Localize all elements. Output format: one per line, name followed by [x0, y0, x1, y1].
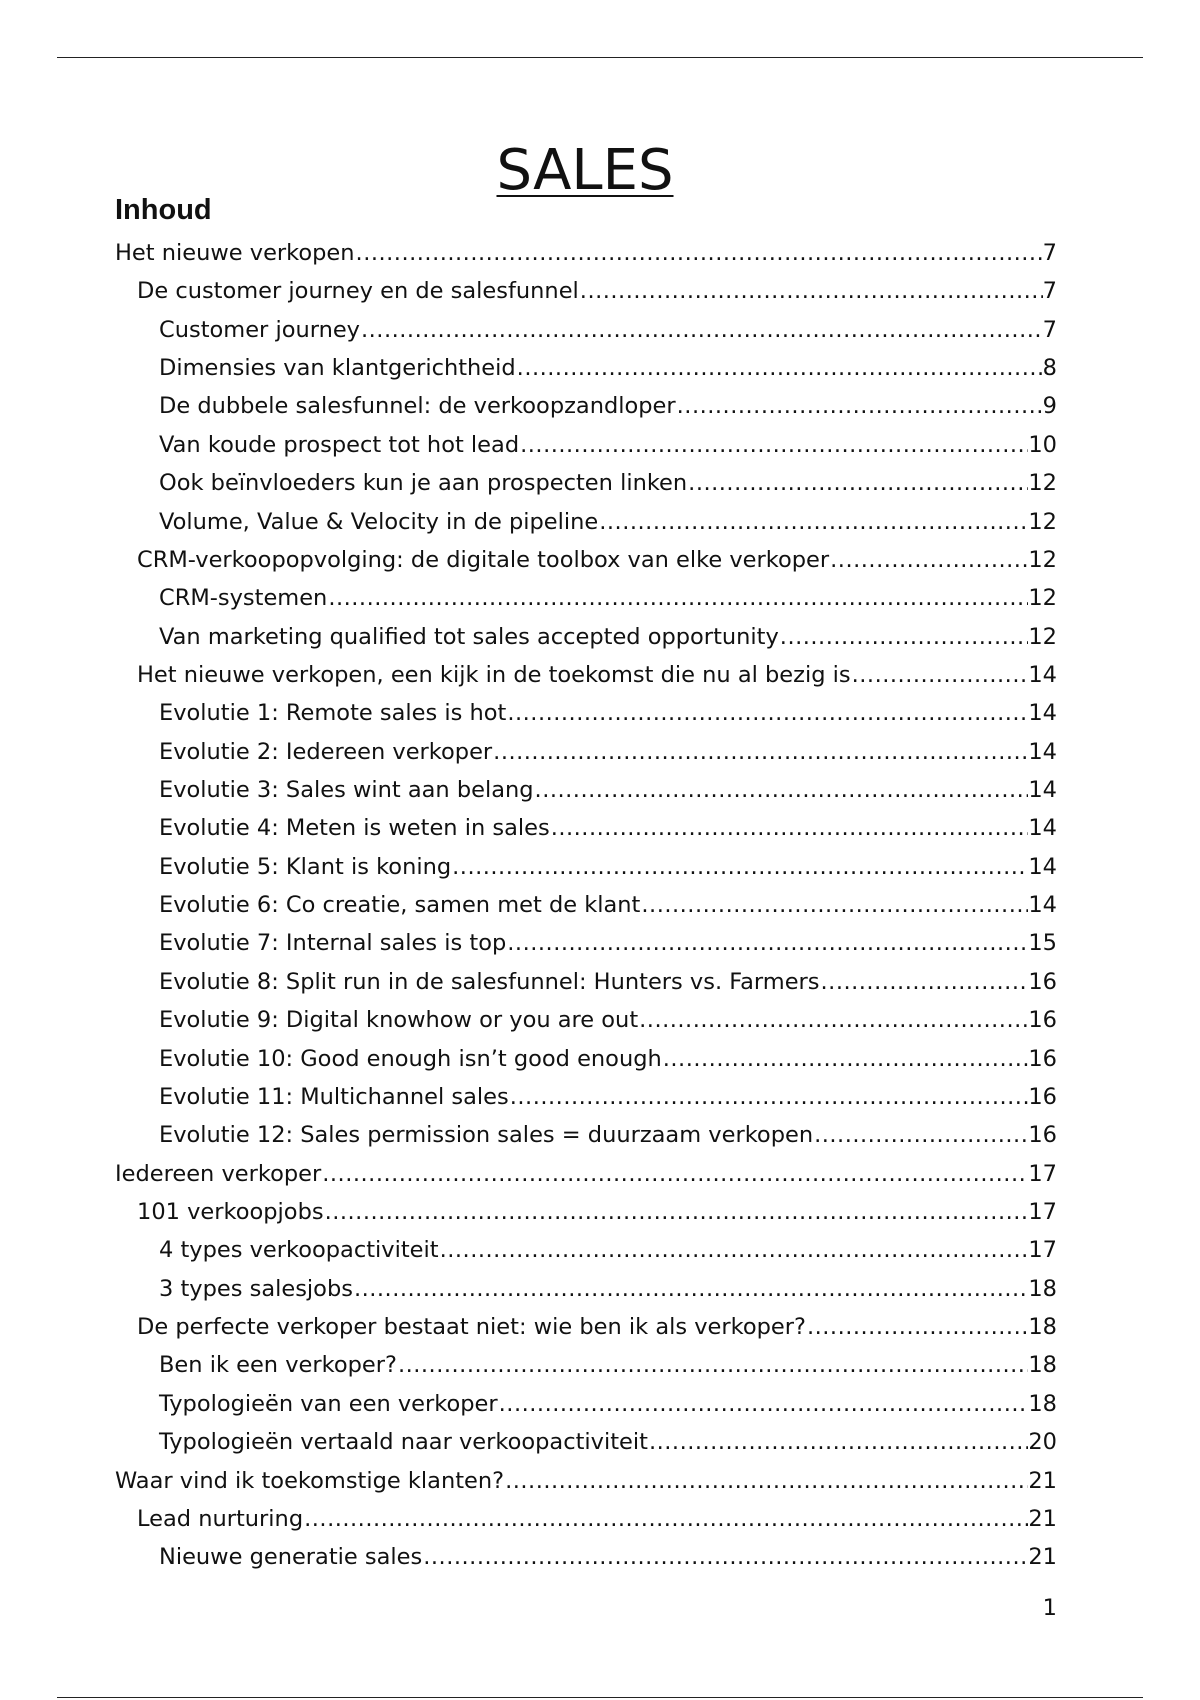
- toc-dot-leader: [510, 1078, 1029, 1116]
- toc-entry-page: 21: [1028, 1467, 1057, 1494]
- toc-entry-title: Evolutie 2: Iedereen verkoper: [159, 738, 493, 765]
- toc-entry-page: 15: [1028, 930, 1057, 957]
- toc-entry-page: 17: [1028, 1160, 1057, 1187]
- toc-entry-title: Van marketing qualified tot sales accepted opportunity: [159, 623, 779, 650]
- toc-entry[interactable]: [115, 1423, 1057, 1461]
- toc-entry-page: 7: [1042, 240, 1057, 266]
- toc-entry-title: De customer journey en de salesfunnel: [137, 278, 579, 305]
- toc-entry-title: Evolutie 9: Digital knowhow or you are out: [159, 1007, 639, 1034]
- toc-entry-page: 8: [1042, 355, 1057, 382]
- toc-entry-page: 12: [1028, 585, 1057, 612]
- toc-entry[interactable]: [115, 426, 1057, 464]
- toc-entry[interactable]: [115, 809, 1057, 847]
- toc-entry-title: Van koude prospect tot hot lead: [159, 431, 520, 458]
- toc-entry-title: Evolutie 5: Klant is koning: [159, 853, 452, 880]
- toc-entry-title: Het nieuwe verkopen: [115, 240, 355, 266]
- toc-entry-title: Customer journey: [159, 316, 360, 343]
- toc-entry-page: 14: [1028, 815, 1057, 842]
- toc-entry[interactable]: [115, 272, 1057, 310]
- table-of-contents: [115, 234, 1057, 1577]
- toc-dot-leader: [440, 1231, 1029, 1269]
- toc-entry-page: 16: [1028, 1007, 1057, 1034]
- toc-entry-title: 3 types salesjobs: [159, 1275, 353, 1302]
- toc-dot-leader: [535, 771, 1029, 809]
- toc-entry[interactable]: [115, 963, 1057, 1001]
- toc-entry-page: 16: [1028, 1122, 1057, 1149]
- toc-entry[interactable]: [115, 656, 1057, 694]
- toc-entry[interactable]: [115, 464, 1057, 502]
- toc-entry[interactable]: [115, 503, 1057, 541]
- toc-entry[interactable]: [115, 1001, 1057, 1039]
- toc-entry[interactable]: [115, 694, 1057, 732]
- toc-entry-title: Volume, Value & Velocity in de pipeline: [159, 508, 599, 535]
- toc-entry-title: Evolutie 1: Remote sales is hot: [159, 700, 507, 727]
- toc-dot-leader: [599, 503, 1028, 541]
- toc-entry[interactable]: [115, 848, 1057, 886]
- toc-entry-title: Iedereen verkoper: [115, 1160, 322, 1187]
- toc-dot-leader: [423, 1538, 1028, 1576]
- toc-entry-page: 18: [1028, 1314, 1057, 1341]
- toc-entry-title: Dimensies van klantgerichtheid: [159, 355, 516, 382]
- toc-entry[interactable]: [115, 886, 1057, 924]
- toc-entry[interactable]: [115, 924, 1057, 962]
- toc-entry-page: 14: [1028, 738, 1057, 765]
- toc-entry[interactable]: [115, 1193, 1057, 1231]
- toc-entry-title: Lead nurturing: [137, 1505, 304, 1532]
- toc-entry[interactable]: [115, 349, 1057, 387]
- toc-dot-leader: [505, 1462, 1028, 1500]
- toc-dot-leader: [507, 694, 1028, 732]
- toc-entry[interactable]: [115, 733, 1057, 771]
- toc-entry-page: 16: [1028, 968, 1057, 995]
- toc-entry-page: 18: [1028, 1352, 1057, 1379]
- toc-entry-title: Ben ik een verkoper?: [159, 1352, 397, 1379]
- toc-entry-page: 14: [1028, 777, 1057, 804]
- toc-dot-leader: [517, 349, 1043, 387]
- toc-entry-page: 7: [1042, 278, 1057, 305]
- toc-entry-page: 16: [1028, 1045, 1057, 1072]
- document-title: SALES: [496, 137, 674, 203]
- toc-entry-page: 9: [1042, 393, 1057, 420]
- toc-dot-leader: [507, 924, 1028, 962]
- toc-entry-page: 12: [1028, 508, 1057, 535]
- toc-entry[interactable]: [115, 1078, 1057, 1116]
- toc-entry-page: 10: [1028, 431, 1057, 458]
- toc-entry-title: CRM-verkoopopvolging: de digitale toolbox van elke verkoper: [137, 546, 830, 573]
- toc-dot-leader: [580, 272, 1043, 310]
- toc-heading: Inhoud: [115, 194, 212, 226]
- toc-dot-leader: [551, 809, 1029, 847]
- toc-entry-title: Evolutie 11: Multichannel sales: [159, 1083, 509, 1110]
- toc-dot-leader: [499, 1385, 1029, 1423]
- toc-entry[interactable]: [115, 1538, 1057, 1576]
- toc-entry-title: Evolutie 10: Good enough isn’t good enough: [159, 1045, 662, 1072]
- toc-entry-page: 14: [1028, 892, 1057, 919]
- toc-dot-leader: [821, 963, 1029, 1001]
- footer-rule: [57, 1697, 1143, 1698]
- toc-entry-page: 17: [1028, 1198, 1057, 1225]
- toc-entry-title: Het nieuwe verkopen, een kijk in de toekomst die nu al bezig is: [137, 661, 851, 688]
- toc-entry[interactable]: [115, 541, 1057, 579]
- toc-dot-leader: [663, 1040, 1029, 1078]
- toc-entry[interactable]: [115, 1040, 1057, 1078]
- toc-dot-leader: [361, 311, 1043, 349]
- toc-entry-page: 17: [1028, 1237, 1057, 1264]
- toc-entry-page: 20: [1028, 1429, 1057, 1456]
- toc-entry-page: 16: [1028, 1083, 1057, 1110]
- toc-entry[interactable]: [115, 771, 1057, 809]
- toc-entry-title: Evolutie 6: Co creatie, samen met de klant: [159, 892, 641, 919]
- toc-entry-title: De perfecte verkoper bestaat niet: wie ben ik als verkoper?: [137, 1314, 806, 1341]
- toc-dot-leader: [354, 1270, 1028, 1308]
- toc-entry-page: 7: [1042, 316, 1057, 343]
- toc-entry-title: Ook beïnvloeders kun je aan prospecten linken: [159, 470, 688, 497]
- toc-dot-leader: [688, 464, 1028, 502]
- toc-entry[interactable]: [115, 1462, 1057, 1500]
- toc-entry-title: Evolutie 12: Sales permission sales = duurzaam verkopen: [159, 1122, 814, 1149]
- toc-entry-title: Evolutie 4: Meten is weten in sales: [159, 815, 550, 842]
- toc-entry[interactable]: [115, 1346, 1057, 1384]
- toc-entry-title: Typologieën van een verkoper: [159, 1390, 498, 1417]
- toc-dot-leader: [641, 886, 1028, 924]
- toc-entry[interactable]: [115, 1385, 1057, 1423]
- toc-entry[interactable]: [115, 1155, 1057, 1193]
- toc-dot-leader: [452, 848, 1028, 886]
- toc-entry[interactable]: [115, 618, 1057, 656]
- toc-entry[interactable]: [115, 311, 1057, 349]
- toc-entry-title: Typologieën vertaald naar verkoopactiviteit: [159, 1429, 648, 1456]
- toc-entry-page: 21: [1028, 1505, 1057, 1532]
- toc-dot-leader: [677, 387, 1043, 425]
- toc-dot-leader: [807, 1308, 1028, 1346]
- toc-entry-page: 14: [1028, 853, 1057, 880]
- toc-entry-title: CRM-systemen: [159, 585, 328, 612]
- toc-entry[interactable]: [115, 1500, 1057, 1538]
- toc-dot-leader: [780, 618, 1029, 656]
- toc-entry-title: Evolutie 3: Sales wint aan belang: [159, 777, 534, 804]
- toc-entry-page: 12: [1028, 623, 1057, 650]
- toc-entry-title: Waar vind ik toekomstige klanten?: [115, 1467, 505, 1494]
- toc-dot-leader: [639, 1001, 1028, 1039]
- header-rule: [57, 57, 1143, 58]
- toc-dot-leader: [493, 733, 1028, 771]
- toc-entry-page: 21: [1028, 1544, 1057, 1571]
- toc-entry[interactable]: [115, 579, 1057, 617]
- toc-entry[interactable]: [115, 1116, 1057, 1154]
- toc-dot-leader: [322, 1155, 1028, 1193]
- toc-dot-leader: [520, 426, 1028, 464]
- toc-dot-leader: [830, 541, 1028, 579]
- toc-dot-leader: [814, 1116, 1028, 1154]
- toc-entry-page: 18: [1028, 1275, 1057, 1302]
- toc-dot-leader: [398, 1346, 1028, 1384]
- toc-entry-page: 12: [1028, 470, 1057, 497]
- toc-entry-page: 18: [1028, 1390, 1057, 1417]
- toc-entry-page: 14: [1028, 661, 1057, 688]
- toc-entry-title: De dubbele salesfunnel: de verkoopzandloper: [159, 393, 676, 420]
- toc-dot-leader: [328, 579, 1028, 617]
- toc-entry[interactable]: [115, 234, 1057, 272]
- toc-entry-title: Nieuwe generatie sales: [159, 1544, 423, 1571]
- toc-entry-title: Evolutie 8: Split run in de salesfunnel: Hunters vs. Farmers: [159, 968, 820, 995]
- toc-dot-leader: [356, 234, 1043, 272]
- toc-entry-title: 101 verkoopjobs: [137, 1198, 324, 1225]
- toc-entry-title: Evolutie 7: Internal sales is top: [159, 930, 507, 957]
- toc-entry[interactable]: [115, 1308, 1057, 1346]
- toc-dot-leader: [304, 1500, 1028, 1538]
- toc-entry[interactable]: [115, 1231, 1057, 1269]
- toc-entry-page: 12: [1028, 546, 1057, 573]
- toc-entry[interactable]: [115, 387, 1057, 425]
- toc-entry[interactable]: [115, 1270, 1057, 1308]
- page-number: 1: [1042, 1595, 1057, 1621]
- toc-dot-leader: [325, 1193, 1029, 1231]
- toc-entry-title: 4 types verkoopactiviteit: [159, 1237, 439, 1264]
- toc-dot-leader: [649, 1423, 1028, 1461]
- toc-entry-page: 14: [1028, 700, 1057, 727]
- toc-dot-leader: [852, 656, 1029, 694]
